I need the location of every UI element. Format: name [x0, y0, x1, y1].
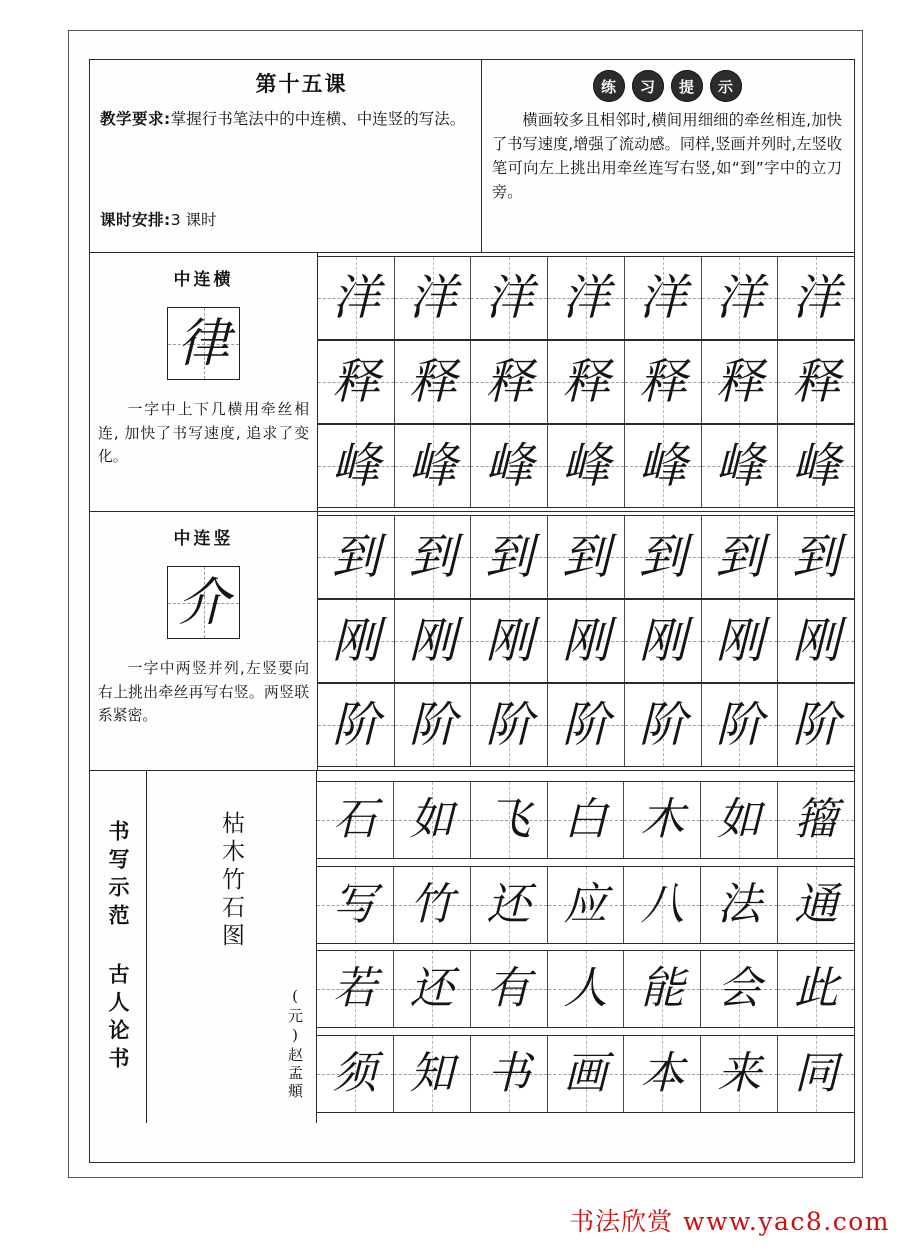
section-2-title: 中连竖 [173, 529, 234, 549]
demo-work-author: (元)赵孟頫 [286, 987, 304, 1101]
practice-char: 洋 [638, 270, 687, 326]
practice-cell[interactable] [625, 257, 702, 339]
demo-char: 白 [563, 793, 608, 845]
practice-row [318, 256, 854, 340]
practice-row [318, 599, 854, 683]
demo-cell[interactable] [394, 951, 471, 1027]
practice-char: 洋 [485, 270, 534, 326]
practice-char: 到 [715, 529, 764, 585]
demo-row [317, 781, 854, 859]
footer-site-url: www.yac8.com [683, 1207, 890, 1236]
demo-char: 籀 [794, 793, 839, 845]
footer-watermark [0, 1202, 912, 1238]
page-content [89, 59, 855, 1163]
practice-char: 到 [485, 529, 534, 585]
practice-cell[interactable] [702, 516, 779, 598]
practice-char: 释 [715, 354, 764, 410]
practice-char: 阶 [638, 697, 687, 753]
section-2-label-column [90, 512, 318, 770]
section-1-title: 中连横 [173, 270, 234, 290]
practice-cell[interactable] [548, 516, 625, 598]
demo-side-label-text: 书写示范 古人论书 [106, 819, 130, 1075]
practice-char: 阶 [485, 697, 534, 753]
practice-cell[interactable] [318, 684, 395, 766]
demo-cell[interactable] [394, 1036, 471, 1112]
demo-char: 法 [717, 878, 762, 930]
practice-cell[interactable] [778, 600, 854, 682]
practice-cell[interactable] [625, 516, 702, 598]
practice-cell[interactable] [318, 600, 395, 682]
practice-char: 释 [408, 354, 457, 410]
demo-cell[interactable] [624, 867, 701, 943]
practice-char: 洋 [408, 270, 457, 326]
demo-cell[interactable] [778, 867, 854, 943]
demo-char: 会 [717, 963, 762, 1015]
demo-cell[interactable] [701, 951, 778, 1027]
practice-cell[interactable] [702, 341, 779, 423]
schedule-line [100, 208, 217, 230]
tips-badge-2: 习 [632, 70, 664, 102]
practice-cell[interactable] [471, 516, 548, 598]
demo-cell[interactable] [471, 867, 548, 943]
practice-char: 释 [331, 354, 380, 410]
demo-cell[interactable] [317, 867, 394, 943]
demo-cell[interactable] [701, 1036, 778, 1112]
practice-char: 刚 [715, 613, 764, 669]
tips-body-text: 横画较多且相邻时,横间用细细的牵丝相连,加快了书写速度,增强了流动感。同样,竖画并列时,左竖收笔可向左上挑出用牵丝连写右竖,如“到”字中的立刀旁。 [492, 111, 842, 201]
practice-cell[interactable] [471, 600, 548, 682]
teaching-requirement [100, 107, 471, 132]
practice-row [318, 515, 854, 599]
demo-cell[interactable] [548, 782, 625, 858]
practice-cell[interactable] [395, 257, 472, 339]
practice-char: 到 [792, 529, 841, 585]
section-1-grid [318, 253, 854, 511]
demo-cell[interactable] [548, 867, 625, 943]
demo-char: 知 [409, 1048, 454, 1100]
practice-row [318, 424, 854, 508]
practice-char: 阶 [331, 697, 380, 753]
practice-char: 洋 [715, 270, 764, 326]
demo-cell[interactable] [701, 782, 778, 858]
practice-char: 阶 [562, 697, 611, 753]
practice-cell[interactable] [778, 341, 854, 423]
practice-char: 阶 [715, 697, 764, 753]
demo-cell[interactable] [624, 951, 701, 1027]
practice-section-2 [90, 512, 854, 771]
practice-char: 峰 [562, 438, 611, 494]
practice-char: 到 [638, 529, 687, 585]
practice-char: 到 [408, 529, 457, 585]
demo-char: 来 [717, 1048, 762, 1100]
practice-cell[interactable] [471, 341, 548, 423]
demo-row [317, 1035, 854, 1113]
practice-cell[interactable] [318, 257, 395, 339]
section-2-description: 一字中两竖并列,左竖要向右上挑出牵丝再写右竖。两竖联系紧密。 [98, 660, 309, 725]
practice-char: 释 [638, 354, 687, 410]
practice-char: 峰 [792, 438, 841, 494]
page-title: 第十五课 [255, 72, 348, 96]
demo-cell[interactable] [471, 782, 548, 858]
section-1-description: 一字中上下几横用牵丝相连, 加快了书写速度, 追求了变化。 [98, 401, 309, 466]
practice-row [318, 340, 854, 424]
section-2-grid [318, 512, 854, 770]
practice-cell[interactable] [548, 341, 625, 423]
demo-char: 若 [332, 963, 377, 1015]
practice-cell[interactable] [471, 425, 548, 507]
demo-char: 还 [409, 963, 454, 1015]
demo-cell[interactable] [471, 1036, 548, 1112]
practice-char: 刚 [408, 613, 457, 669]
demo-grid [317, 771, 854, 1123]
practice-cell[interactable] [548, 684, 625, 766]
demo-char: 如 [717, 793, 762, 845]
demo-cell[interactable] [624, 782, 701, 858]
demo-char: 通 [794, 878, 839, 930]
practice-cell[interactable] [625, 684, 702, 766]
demo-cell[interactable] [471, 951, 548, 1027]
practice-cell[interactable] [778, 425, 854, 507]
demo-side-label [90, 771, 147, 1123]
demo-char: 此 [794, 963, 839, 1015]
practice-cell[interactable] [318, 341, 395, 423]
section-1-sample-char: 律 [177, 313, 230, 374]
section-1-sample-box [167, 307, 240, 380]
demo-char: 本 [640, 1048, 685, 1100]
section-1-label-column [90, 253, 318, 511]
teaching-requirement-label: 教学要求: [100, 110, 171, 128]
practice-cell[interactable] [625, 341, 702, 423]
demo-cell[interactable] [394, 782, 471, 858]
practice-cell[interactable] [702, 600, 779, 682]
practice-char: 刚 [638, 613, 687, 669]
practice-char: 峰 [715, 438, 764, 494]
practice-char: 刚 [792, 613, 841, 669]
header-right-panel [482, 60, 854, 252]
practice-char: 到 [331, 529, 380, 585]
practice-section-1 [90, 253, 854, 512]
practice-cell[interactable] [702, 257, 779, 339]
demo-char: 竹 [409, 878, 454, 930]
page-frame [68, 30, 863, 1178]
practice-char: 阶 [792, 697, 841, 753]
practice-cell[interactable] [471, 684, 548, 766]
demo-cell[interactable] [778, 782, 854, 858]
demo-char: 木 [640, 793, 685, 845]
practice-cell[interactable] [548, 425, 625, 507]
demo-cell[interactable] [548, 1036, 625, 1112]
tips-badge-3: 提 [671, 70, 703, 102]
header-left-panel [90, 60, 482, 252]
practice-char: 峰 [331, 438, 380, 494]
tips-badge-1: 练 [593, 70, 625, 102]
header-band [90, 60, 854, 253]
demo-title-column [147, 771, 317, 1123]
practice-cell[interactable] [625, 425, 702, 507]
practice-cell[interactable] [395, 516, 472, 598]
practice-char: 刚 [485, 613, 534, 669]
practice-cell[interactable] [318, 425, 395, 507]
practice-cell[interactable] [395, 341, 472, 423]
practice-char: 洋 [562, 270, 611, 326]
practice-cell[interactable] [395, 684, 472, 766]
demo-char: 写 [332, 878, 377, 930]
practice-cell[interactable] [702, 425, 779, 507]
tips-badge-row [492, 70, 842, 102]
section-2-sample-char: 介 [177, 572, 230, 633]
practice-cell[interactable] [548, 600, 625, 682]
demo-char: 人 [563, 963, 608, 1015]
footer-brand: 书法欣赏 [569, 1207, 674, 1236]
demo-row [317, 866, 854, 944]
practice-cell[interactable] [625, 600, 702, 682]
practice-char: 释 [562, 354, 611, 410]
demo-cell[interactable] [548, 951, 625, 1027]
practice-char: 释 [792, 354, 841, 410]
demo-section [90, 771, 854, 1123]
demo-cell[interactable] [394, 867, 471, 943]
demo-cell[interactable] [317, 1036, 394, 1112]
practice-cell[interactable] [778, 684, 854, 766]
practice-char: 刚 [562, 613, 611, 669]
practice-char: 峰 [485, 438, 534, 494]
schedule-text: 3 课时 [170, 211, 217, 229]
demo-char: 有 [486, 963, 531, 1015]
practice-char: 阶 [408, 697, 457, 753]
schedule-label: 课时安排: [100, 211, 171, 229]
demo-char: 飞 [486, 793, 531, 845]
demo-char: 书 [486, 1048, 531, 1100]
practice-char: 刚 [331, 613, 380, 669]
demo-char: 能 [640, 963, 685, 1015]
demo-char: 石 [332, 793, 377, 845]
practice-row [318, 683, 854, 767]
practice-cell[interactable] [395, 425, 472, 507]
practice-cell[interactable] [318, 516, 395, 598]
demo-char: 还 [486, 878, 531, 930]
practice-cell[interactable] [471, 257, 548, 339]
demo-cell[interactable] [701, 867, 778, 943]
demo-row [317, 950, 854, 1028]
demo-char: 八 [640, 878, 685, 930]
practice-char: 洋 [331, 270, 380, 326]
practice-cell[interactable] [778, 516, 854, 598]
practice-char: 洋 [792, 270, 841, 326]
practice-cell[interactable] [702, 684, 779, 766]
practice-char: 释 [485, 354, 534, 410]
demo-work-title: 枯木竹石图 [218, 811, 244, 951]
demo-char: 须 [332, 1048, 377, 1100]
practice-char: 峰 [408, 438, 457, 494]
practice-char: 峰 [638, 438, 687, 494]
demo-cell[interactable] [624, 1036, 701, 1112]
demo-cell[interactable] [317, 782, 394, 858]
demo-char: 如 [409, 793, 454, 845]
demo-char: 画 [563, 1048, 608, 1100]
demo-cell[interactable] [778, 951, 854, 1027]
practice-cell[interactable] [778, 257, 854, 339]
demo-cell[interactable] [778, 1036, 854, 1112]
practice-cell[interactable] [395, 600, 472, 682]
tips-badge-4: 示 [710, 70, 742, 102]
demo-char: 应 [563, 878, 608, 930]
practice-cell[interactable] [548, 257, 625, 339]
practice-char: 到 [562, 529, 611, 585]
demo-char: 同 [794, 1048, 839, 1100]
teaching-requirement-text: 掌握行书笔法中的中连横、中连竖的写法。 [170, 110, 466, 128]
section-2-sample-box [167, 566, 240, 639]
demo-cell[interactable] [317, 951, 394, 1027]
